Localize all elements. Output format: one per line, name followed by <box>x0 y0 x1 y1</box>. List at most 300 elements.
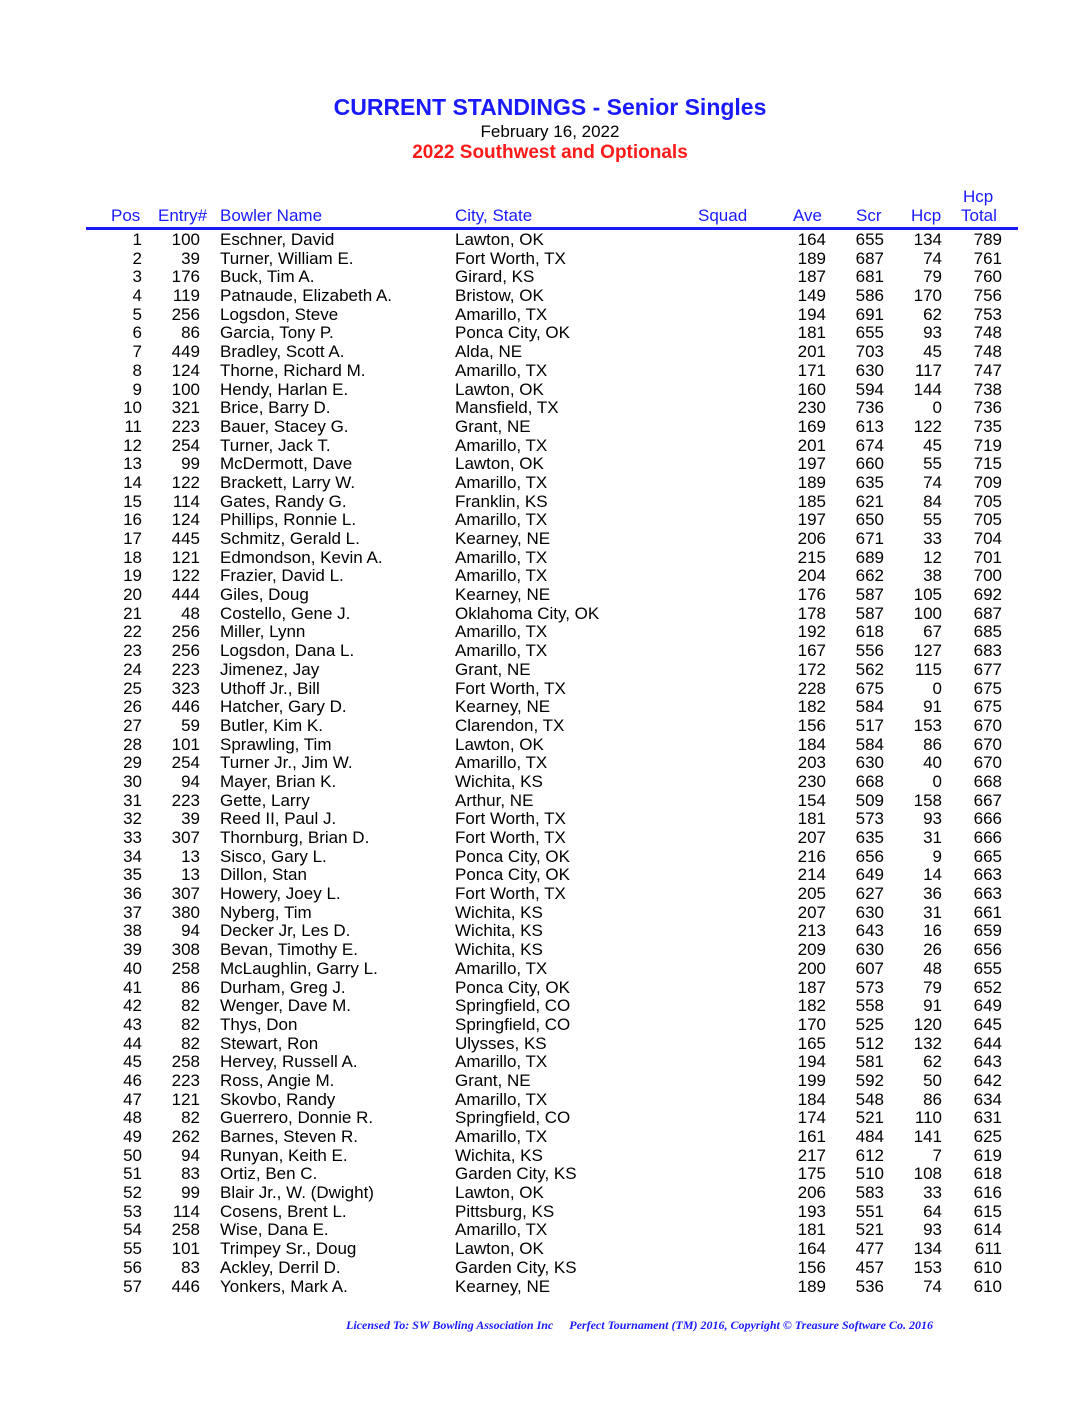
cell-pos: 12 <box>123 435 142 455</box>
table-row <box>0 511 1088 530</box>
table-row <box>0 1128 1088 1147</box>
cell-total: 670 <box>973 734 1002 754</box>
cell-total: 659 <box>973 921 1002 941</box>
cell-name: Jimenez, Jay <box>220 659 320 679</box>
cell-total: 619 <box>973 1145 1002 1165</box>
cell-entry: 223 <box>171 790 200 810</box>
cell-ave: 154 <box>797 790 826 810</box>
table-row <box>0 810 1088 829</box>
cell-ave: 194 <box>797 304 826 324</box>
cell-entry: 445 <box>171 529 200 548</box>
cell-entry: 100 <box>171 230 200 249</box>
table-row <box>0 250 1088 269</box>
cell-hcp: 127 <box>913 641 942 661</box>
cell-scr: 660 <box>855 454 884 474</box>
cell-total: 675 <box>973 678 1002 698</box>
table-row <box>0 1072 1088 1091</box>
cell-hcp: 40 <box>923 753 942 773</box>
cell-pos: 21 <box>123 603 142 623</box>
col-header-total-top: Hcp <box>963 187 994 206</box>
cell-ave: 194 <box>797 1052 826 1072</box>
cell-ave: 192 <box>797 622 826 642</box>
cell-total: 685 <box>973 622 1002 642</box>
cell-entry: 119 <box>172 286 200 306</box>
cell-pos: 57 <box>123 1276 142 1296</box>
cell-hcp: 141 <box>913 1127 942 1146</box>
cell-total: 735 <box>973 416 1002 436</box>
cell-total: 663 <box>973 884 1002 904</box>
cell-entry: 94 <box>181 921 200 941</box>
cell-total: 748 <box>973 323 1002 343</box>
cell-name: Bevan, Timothy E. <box>220 940 358 960</box>
cell-ave: 156 <box>797 1257 826 1277</box>
cell-scr: 583 <box>855 1183 884 1203</box>
cell-city: Lawton, OK <box>455 379 544 399</box>
cell-scr: 643 <box>855 921 884 941</box>
cell-entry: 380 <box>171 902 200 922</box>
footer <box>346 1318 933 1333</box>
cell-ave: 167 <box>797 641 826 661</box>
cell-ave: 164 <box>797 230 826 249</box>
cell-ave: 230 <box>797 771 826 791</box>
cell-scr: 691 <box>855 304 884 324</box>
cell-pos: 8 <box>132 360 142 380</box>
cell-pos: 43 <box>123 1014 142 1034</box>
cell-name: Wenger, Dave M. <box>220 996 352 1016</box>
cell-total: 634 <box>973 1089 1002 1109</box>
cell-pos: 28 <box>123 734 142 754</box>
cell-name: Hervey, Russell A. <box>220 1052 358 1072</box>
cell-entry: 13 <box>181 865 200 885</box>
cell-name: Gates, Randy G. <box>220 491 347 511</box>
cell-scr: 512 <box>855 1033 884 1053</box>
table-row <box>0 1184 1088 1203</box>
cell-city: Kearney, NE <box>455 529 551 548</box>
cell-entry: 308 <box>171 940 200 960</box>
cell-scr: 573 <box>855 977 884 997</box>
cell-name: Patnaude, Elizabeth A. <box>220 286 393 306</box>
cell-total: 705 <box>973 510 1002 530</box>
table-row <box>0 1053 1088 1072</box>
cell-ave: 181 <box>797 809 826 829</box>
cell-hcp: 16 <box>923 921 942 941</box>
cell-total: 705 <box>973 491 1002 511</box>
cell-total: 761 <box>973 248 1002 268</box>
cell-entry: 258 <box>171 958 200 978</box>
cell-pos: 37 <box>123 902 142 922</box>
cell-scr: 630 <box>855 360 884 380</box>
cell-entry: 94 <box>181 771 200 791</box>
cell-ave: 217 <box>797 1145 826 1165</box>
table-row <box>0 455 1088 474</box>
cell-pos: 39 <box>123 940 142 960</box>
cell-pos: 56 <box>123 1257 142 1277</box>
cell-scr: 525 <box>855 1014 884 1034</box>
cell-city: Kearney, NE <box>455 1276 551 1296</box>
cell-pos: 35 <box>123 865 142 885</box>
cell-name: Gette, Larry <box>220 790 310 810</box>
col-header-squad: Squad <box>698 206 748 225</box>
cell-hcp: 117 <box>914 360 942 380</box>
cell-hcp: 48 <box>923 958 942 978</box>
copyright-text: Perfect Tournament (TM) 2016, Copyright © Treasure Software Co. 2016 <box>569 1318 934 1332</box>
cell-name: Decker Jr, Les D. <box>220 921 351 941</box>
cell-entry: 94 <box>181 1145 200 1165</box>
cell-total: 789 <box>973 230 1002 249</box>
cell-pos: 27 <box>123 715 142 735</box>
cell-city: Alda, NE <box>455 342 523 362</box>
cell-pos: 1 <box>132 230 142 249</box>
cell-total: 656 <box>973 940 1002 960</box>
cell-ave: 193 <box>797 1201 826 1221</box>
cell-total: 642 <box>973 1070 1002 1090</box>
cell-pos: 32 <box>123 809 142 829</box>
cell-city: Amarillo, TX <box>455 472 548 492</box>
cell-name: Bradley, Scott A. <box>220 342 345 362</box>
table-row <box>0 680 1088 699</box>
cell-city: Springfield, CO <box>455 1014 571 1034</box>
cell-entry: 101 <box>171 734 200 754</box>
cell-scr: 581 <box>855 1052 884 1072</box>
cell-entry: 444 <box>171 585 200 605</box>
cell-pos: 23 <box>123 641 142 661</box>
table-row <box>0 1035 1088 1054</box>
cell-name: Thorne, Richard M. <box>220 360 366 380</box>
cell-pos: 53 <box>123 1201 142 1221</box>
cell-pos: 4 <box>132 286 142 306</box>
cell-city: Grant, NE <box>455 659 531 679</box>
table-row <box>0 623 1088 642</box>
cell-pos: 29 <box>123 753 142 773</box>
cell-hcp: 36 <box>923 884 942 904</box>
cell-pos: 18 <box>123 547 142 567</box>
cell-city: Amarillo, TX <box>455 435 548 455</box>
table-row <box>0 1221 1088 1240</box>
cell-pos: 13 <box>123 454 142 474</box>
cell-entry: 82 <box>181 996 200 1016</box>
cell-city: Lawton, OK <box>455 454 544 474</box>
cell-hcp: 110 <box>914 1108 942 1128</box>
cell-ave: 181 <box>797 323 826 343</box>
cell-ave: 184 <box>797 1089 826 1109</box>
table-row <box>0 717 1088 736</box>
cell-pos: 49 <box>123 1127 142 1146</box>
cell-hcp: 108 <box>913 1164 942 1184</box>
cell-hcp: 93 <box>923 809 942 829</box>
cell-name: Costello, Gene J. <box>220 603 351 623</box>
cell-hcp: 64 <box>923 1201 942 1221</box>
cell-hcp: 26 <box>923 940 942 960</box>
cell-scr: 607 <box>855 958 884 978</box>
table-row <box>0 474 1088 493</box>
cell-total: 649 <box>973 996 1002 1016</box>
cell-entry: 82 <box>181 1108 200 1128</box>
table-row <box>0 1016 1088 1035</box>
cell-ave: 230 <box>797 398 826 418</box>
table-row <box>0 754 1088 773</box>
cell-name: Durham, Greg J. <box>220 977 346 997</box>
cell-pos: 41 <box>123 977 142 997</box>
cell-city: Arthur, NE <box>455 790 534 810</box>
cell-hcp: 79 <box>923 977 942 997</box>
cell-total: 683 <box>973 641 1002 661</box>
cell-total: 738 <box>973 379 1002 399</box>
cell-city: Amarillo, TX <box>455 1052 548 1072</box>
cell-total: 756 <box>973 286 1002 306</box>
table-row <box>0 1165 1088 1184</box>
cell-pos: 20 <box>123 585 142 605</box>
cell-name: Edmondson, Kevin A. <box>220 547 383 567</box>
cell-city: Fort Worth, TX <box>455 678 566 698</box>
cell-hcp: 31 <box>923 828 942 847</box>
table-row <box>0 885 1088 904</box>
cell-name: Runyan, Keith E. <box>220 1145 348 1165</box>
cell-name: Buck, Tim A. <box>220 267 315 287</box>
cell-entry: 59 <box>181 715 200 735</box>
cell-hcp: 55 <box>923 454 942 474</box>
cell-ave: 213 <box>797 921 826 941</box>
cell-city: Springfield, CO <box>455 1108 571 1128</box>
cell-pos: 31 <box>123 790 142 810</box>
cell-hcp: 33 <box>923 529 942 548</box>
cell-entry: 114 <box>172 491 200 511</box>
col-header-total: Total <box>961 206 997 225</box>
cell-city: Franklin, KS <box>455 491 548 511</box>
cell-entry: 121 <box>171 547 200 567</box>
cell-entry: 114 <box>172 1201 200 1221</box>
table-row <box>0 381 1088 400</box>
cell-scr: 584 <box>855 697 884 717</box>
cell-scr: 484 <box>855 1127 884 1146</box>
cell-entry: 82 <box>181 1014 200 1034</box>
cell-scr: 594 <box>855 379 884 399</box>
cell-hcp: 79 <box>923 267 942 287</box>
standings-table <box>0 231 1088 1296</box>
cell-name: Phillips, Ronnie L. <box>220 510 357 530</box>
cell-pos: 36 <box>123 884 142 904</box>
cell-scr: 627 <box>855 884 884 904</box>
cell-scr: 671 <box>855 529 884 548</box>
cell-hcp: 120 <box>913 1014 942 1034</box>
cell-entry: 223 <box>171 416 200 436</box>
cell-scr: 681 <box>855 267 884 287</box>
cell-pos: 6 <box>132 323 142 343</box>
col-header-pos: Pos <box>111 206 141 225</box>
cell-scr: 584 <box>855 734 884 754</box>
cell-hcp: 115 <box>914 659 942 679</box>
table-row <box>0 1091 1088 1110</box>
cell-total: 667 <box>973 790 1002 810</box>
cell-hcp: 91 <box>923 996 942 1016</box>
cell-name: Giles, Doug <box>220 585 309 605</box>
table-row <box>0 399 1088 418</box>
cell-scr: 689 <box>855 547 884 567</box>
cell-city: Amarillo, TX <box>455 360 548 380</box>
cell-total: 747 <box>973 360 1002 380</box>
table-row <box>0 979 1088 998</box>
table-row <box>0 268 1088 287</box>
cell-ave: 216 <box>797 846 826 866</box>
cell-hcp: 86 <box>923 1089 942 1109</box>
cell-entry: 258 <box>171 1052 200 1072</box>
cell-scr: 592 <box>855 1070 884 1090</box>
cell-entry: 101 <box>171 1239 200 1259</box>
cell-city: Amarillo, TX <box>455 1089 548 1109</box>
cell-ave: 181 <box>797 1220 826 1240</box>
col-header-hcp: Hcp <box>911 206 942 225</box>
cell-entry: 82 <box>181 1033 200 1053</box>
cell-pos: 51 <box>123 1164 142 1184</box>
cell-entry: 256 <box>171 304 200 324</box>
cell-ave: 184 <box>797 734 826 754</box>
cell-entry: 446 <box>171 697 200 717</box>
cell-ave: 185 <box>797 491 826 511</box>
cell-pos: 11 <box>124 416 142 436</box>
cell-hcp: 0 <box>932 678 942 698</box>
cell-scr: 618 <box>855 622 884 642</box>
cell-entry: 121 <box>171 1089 200 1109</box>
cell-total: 610 <box>973 1276 1002 1296</box>
col-header-entry: Entry# <box>158 206 208 225</box>
cell-scr: 674 <box>855 435 884 455</box>
table-row <box>0 586 1088 605</box>
cell-scr: 521 <box>855 1108 884 1128</box>
cell-city: Fort Worth, TX <box>455 248 566 268</box>
table-row <box>0 530 1088 549</box>
cell-name: Bauer, Stacey G. <box>220 416 349 436</box>
cell-city: Amarillo, TX <box>455 641 548 661</box>
cell-total: 655 <box>973 958 1002 978</box>
cell-hcp: 62 <box>923 1052 942 1072</box>
table-row <box>0 231 1088 250</box>
cell-pos: 19 <box>123 566 142 586</box>
cell-hcp: 33 <box>923 1183 942 1203</box>
cell-scr: 521 <box>855 1220 884 1240</box>
cell-scr: 675 <box>855 678 884 698</box>
cell-ave: 182 <box>797 697 826 717</box>
cell-entry: 307 <box>171 884 200 904</box>
cell-scr: 703 <box>855 342 884 362</box>
cell-name: Thornburg, Brian D. <box>220 828 370 847</box>
cell-total: 692 <box>973 585 1002 605</box>
cell-ave: 149 <box>797 286 826 306</box>
cell-city: Amarillo, TX <box>455 304 548 324</box>
cell-total: 677 <box>973 659 1002 679</box>
cell-total: 611 <box>974 1239 1002 1259</box>
cell-name: Turner, William E. <box>220 248 354 268</box>
cell-entry: 256 <box>171 641 200 661</box>
cell-pos: 50 <box>123 1145 142 1165</box>
cell-name: Turner, Jack T. <box>220 435 331 455</box>
cell-pos: 14 <box>123 472 142 492</box>
cell-total: 610 <box>973 1257 1002 1277</box>
cell-name: McLaughlin, Garry L. <box>220 958 378 978</box>
cell-pos: 45 <box>123 1052 142 1072</box>
cell-scr: 548 <box>855 1089 884 1109</box>
cell-scr: 556 <box>855 641 884 661</box>
cell-scr: 635 <box>855 828 884 847</box>
cell-pos: 7 <box>132 342 142 362</box>
cell-entry: 122 <box>171 472 200 492</box>
cell-pos: 42 <box>123 996 142 1016</box>
cell-total: 709 <box>973 472 1002 492</box>
table-row <box>0 997 1088 1016</box>
cell-name: Ross, Angie M. <box>220 1070 335 1090</box>
cell-ave: 189 <box>797 1276 826 1296</box>
table-row <box>0 1147 1088 1166</box>
cell-scr: 635 <box>855 472 884 492</box>
cell-hcp: 12 <box>923 547 942 567</box>
cell-entry: 124 <box>171 360 200 380</box>
cell-total: 687 <box>973 603 1002 623</box>
cell-name: McDermott, Dave <box>220 454 353 474</box>
cell-hcp: 50 <box>923 1070 942 1090</box>
cell-hcp: 9 <box>932 846 942 866</box>
cell-hcp: 45 <box>923 342 942 362</box>
cell-name: Butler, Kim K. <box>220 715 323 735</box>
cell-ave: 189 <box>797 472 826 492</box>
cell-ave: 187 <box>797 267 826 287</box>
table-row <box>0 1109 1088 1128</box>
cell-ave: 215 <box>797 547 826 567</box>
table-row <box>0 642 1088 661</box>
cell-ave: 189 <box>797 248 826 268</box>
cell-total: 704 <box>973 529 1002 548</box>
table-row <box>0 418 1088 437</box>
cell-ave: 170 <box>797 1014 826 1034</box>
cell-total: 644 <box>973 1033 1002 1053</box>
cell-pos: 2 <box>132 248 142 268</box>
cell-city: Wichita, KS <box>455 921 543 941</box>
cell-scr: 630 <box>855 940 884 960</box>
cell-entry: 262 <box>171 1127 200 1146</box>
cell-hcp: 134 <box>913 230 942 249</box>
cell-entry: 100 <box>171 379 200 399</box>
cell-scr: 517 <box>855 715 884 735</box>
cell-name: Ortiz, Ben C. <box>220 1164 318 1184</box>
cell-ave: 175 <box>797 1164 826 1184</box>
cell-ave: 182 <box>797 996 826 1016</box>
cell-hcp: 74 <box>923 472 942 492</box>
cell-pos: 47 <box>123 1089 142 1109</box>
table-row <box>0 661 1088 680</box>
cell-pos: 48 <box>123 1108 142 1128</box>
table-row <box>0 792 1088 811</box>
cell-name: Cosens, Brent L. <box>220 1201 347 1221</box>
cell-entry: 307 <box>171 828 200 847</box>
cell-name: Trimpey Sr., Doug <box>220 1239 357 1259</box>
page-title: CURRENT STANDINGS - Senior Singles <box>333 94 767 120</box>
cell-ave: 209 <box>797 940 826 960</box>
cell-scr: 613 <box>855 416 884 436</box>
table-row <box>0 549 1088 568</box>
cell-hcp: 153 <box>913 715 942 735</box>
cell-name: Eschner, David <box>220 230 335 249</box>
table-row <box>0 1278 1088 1297</box>
cell-scr: 650 <box>855 510 884 530</box>
cell-scr: 587 <box>855 603 884 623</box>
cell-total: 661 <box>973 902 1002 922</box>
cell-ave: 201 <box>797 435 826 455</box>
cell-scr: 736 <box>855 398 884 418</box>
cell-hcp: 122 <box>913 416 942 436</box>
cell-hcp: 134 <box>913 1239 942 1259</box>
cell-entry: 99 <box>181 454 200 474</box>
cell-ave: 164 <box>797 1239 826 1259</box>
cell-name: Schmitz, Gerald L. <box>220 529 360 548</box>
cell-entry: 122 <box>171 566 200 586</box>
cell-city: Lawton, OK <box>455 1239 544 1259</box>
